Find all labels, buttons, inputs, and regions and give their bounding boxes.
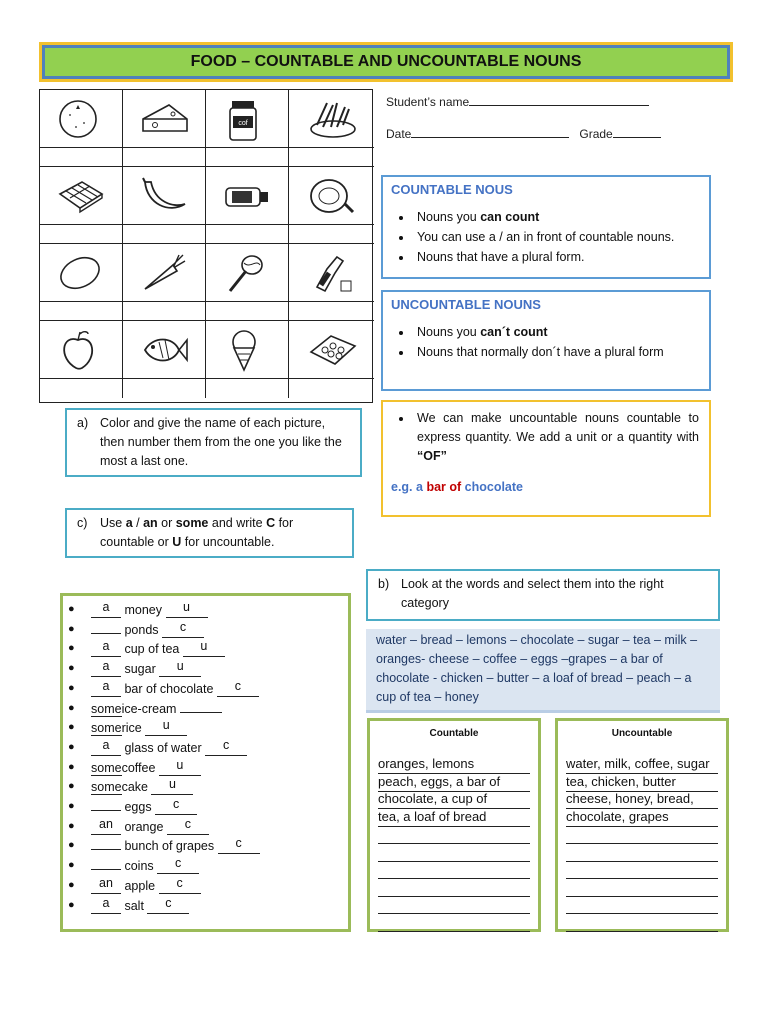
picture-name-blank[interactable] xyxy=(206,302,289,321)
picture-cell xyxy=(123,321,206,379)
category-blank-line[interactable] xyxy=(566,896,718,914)
category-blank-line[interactable] xyxy=(378,826,530,844)
picture-cell xyxy=(123,244,206,302)
ham-icon xyxy=(307,174,357,218)
article-answer[interactable]: a xyxy=(91,682,121,697)
exercise-row xyxy=(68,757,201,779)
noun-label: salt xyxy=(124,898,144,913)
picture-cell xyxy=(289,321,374,379)
uncountable-bullet-2: • Nouns that normally don´t have a plural form xyxy=(413,342,701,362)
uncountable-column xyxy=(555,718,729,932)
countable-info-box xyxy=(381,175,711,279)
bullet-icon: ● xyxy=(68,760,75,773)
banana-icon xyxy=(139,174,189,218)
article-answer[interactable]: an xyxy=(91,879,121,894)
bullet-icon: ● xyxy=(68,622,75,635)
noun-label: cake xyxy=(121,780,148,795)
ice-cream-icon xyxy=(222,328,272,372)
date-grade-line[interactable]: Date Grade xyxy=(386,125,686,141)
countable-mark-answer[interactable]: c xyxy=(147,899,189,914)
picture-name-blank[interactable] xyxy=(206,225,289,244)
category-blank-line[interactable] xyxy=(566,826,718,844)
uncountable-column-heading: Uncountable xyxy=(611,728,673,739)
article-answer[interactable]: a xyxy=(91,662,121,677)
countable-mark-answer[interactable]: c xyxy=(155,800,197,815)
cheese-icon xyxy=(139,97,189,141)
exercise-row xyxy=(68,600,208,621)
bullet-icon: ● xyxy=(68,898,75,911)
milk-bottle-icon xyxy=(222,174,272,218)
carrot-icon xyxy=(139,251,189,295)
countable-bullet-2: • You can use a / an in front of countable nouns. xyxy=(413,227,701,247)
category-blank-line[interactable] xyxy=(566,914,718,932)
instruction-a-text: Color and give the name of each picture, then number them from the one you like the most a last one. xyxy=(100,416,342,468)
soda-bottle-icon xyxy=(307,251,357,295)
article-answer[interactable]: some xyxy=(91,760,122,775)
category-answer-line[interactable]: chocolate, grapes xyxy=(566,809,718,827)
picture-cell xyxy=(40,321,123,379)
category-blank-line[interactable] xyxy=(378,914,530,932)
article-answer[interactable]: a xyxy=(91,899,121,914)
article-answer[interactable] xyxy=(91,869,121,870)
countable-mark-answer[interactable]: c xyxy=(159,879,201,894)
bullet-icon: ● xyxy=(68,721,75,734)
countable-mark-answer[interactable]: u xyxy=(166,603,208,618)
noun-label: ice-cream xyxy=(121,701,177,716)
noun-label: eggs xyxy=(124,800,152,814)
bullet-icon: ● xyxy=(68,800,75,812)
exercise-row xyxy=(68,777,193,798)
category-answer-line[interactable]: water, milk, coffee, sugar xyxy=(566,756,718,774)
article-answer[interactable]: a xyxy=(91,603,121,618)
coffee-jar-icon xyxy=(222,97,272,141)
exercise-row xyxy=(68,816,209,838)
noun-label: rice xyxy=(121,721,142,736)
picture-name-blank[interactable] xyxy=(289,225,374,244)
exercise-row xyxy=(68,875,201,897)
orange-icon xyxy=(56,97,106,141)
bullet-icon: ● xyxy=(68,780,75,793)
bullet-icon: ● xyxy=(68,681,75,694)
picture-name-blank[interactable] xyxy=(40,148,123,167)
picture-name-blank[interactable] xyxy=(123,379,206,398)
picture-cell xyxy=(123,167,206,225)
picture-name-blank[interactable] xyxy=(206,379,289,398)
bullet-icon: ● xyxy=(68,819,75,832)
category-blank-line[interactable] xyxy=(378,844,530,862)
instruction-a-box: a) Color and give the name of each picture, then number them from the one you like the most a last one. xyxy=(65,408,362,477)
picture-name-blank[interactable] xyxy=(289,148,374,167)
article-exercise-list xyxy=(60,593,351,932)
fish-icon xyxy=(139,328,189,372)
instruction-b-text: Look at the words and select them into the right category xyxy=(401,577,664,610)
exercise-row xyxy=(68,659,201,680)
noun-label: apple xyxy=(124,878,156,893)
article-answer[interactable]: an xyxy=(91,820,121,835)
picture-cell xyxy=(40,167,123,225)
of-bullet: • We can make uncountable nouns countable to express quantity. We add a unit or a quantity with “OF” xyxy=(413,409,699,466)
picture-cell xyxy=(123,90,206,148)
countable-mark-answer[interactable]: u xyxy=(151,780,193,795)
countable-column xyxy=(367,718,541,932)
exercise-row xyxy=(68,737,247,759)
picture-cell xyxy=(206,321,289,379)
bullet-icon: ● xyxy=(68,839,75,852)
word-bank: water – bread – lemons – chocolate – sugar – tea – milk – oranges- cheese – coffee – eggs –grapes – a bar of chocolate - chicken – butter – a loaf of bread – peach – a cup of tea – honey xyxy=(366,629,720,713)
countable-mark-answer[interactable]: u xyxy=(145,721,187,736)
noun-label: sugar xyxy=(124,662,156,677)
countable-heading: COUNTABLE NOUS xyxy=(391,182,513,197)
countable-column-heading: Countable xyxy=(429,728,479,739)
countable-bullet-3: • Nouns that have a plural form. xyxy=(413,247,701,267)
category-answer-line[interactable]: tea, chicken, butter xyxy=(566,774,718,792)
noun-label: orange xyxy=(124,819,164,834)
noun-label: coins xyxy=(124,859,154,874)
category-answer-line[interactable]: chocolate, a cup of xyxy=(378,791,530,809)
exercise-row xyxy=(68,678,259,700)
countable-mark-answer[interactable] xyxy=(180,712,222,713)
noun-label: bunch of grapes xyxy=(124,839,215,854)
student-name-line[interactable]: Student’s name xyxy=(386,93,676,109)
category-blank-line[interactable] xyxy=(378,896,530,914)
picture-name-blank[interactable] xyxy=(289,379,374,398)
uncountable-heading: UNCOUNTABLE NOUNS xyxy=(391,297,541,312)
article-answer[interactable] xyxy=(91,810,121,811)
noun-label: money xyxy=(124,603,163,617)
of-quantity-box xyxy=(381,400,711,517)
lemon-icon xyxy=(56,251,106,295)
picture-cell xyxy=(289,90,374,148)
page-title: FOOD – COUNTABLE AND UNCOUNTABLE NOUNS xyxy=(45,48,727,76)
noun-label: cup of tea xyxy=(124,642,180,657)
countable-mark-answer[interactable]: u xyxy=(183,642,225,657)
countable-mark-answer[interactable]: c xyxy=(167,820,209,835)
category-blank-line[interactable] xyxy=(566,879,718,897)
exercise-row xyxy=(68,639,225,660)
exercise-row xyxy=(68,718,187,739)
instruction-b-box: b) Look at the words and select them into the right category xyxy=(366,569,720,621)
bullet-icon: ● xyxy=(68,642,75,655)
article-answer[interactable]: some xyxy=(91,780,122,795)
bullet-icon: ● xyxy=(68,878,75,891)
exercise-row xyxy=(68,701,222,720)
article-answer[interactable] xyxy=(91,633,121,634)
countable-mark-answer[interactable]: u xyxy=(159,662,201,677)
countable-mark-answer[interactable]: c xyxy=(218,839,260,854)
picture-name-blank[interactable] xyxy=(123,225,206,244)
date-blank[interactable] xyxy=(411,125,569,138)
article-answer[interactable] xyxy=(91,849,121,850)
uncountable-info-box xyxy=(381,290,711,391)
bullet-icon: ● xyxy=(68,662,75,675)
category-answer-line[interactable]: peach, eggs, a bar of xyxy=(378,774,530,792)
bullet-icon: ● xyxy=(68,859,75,872)
svg-text:cof: cof xyxy=(238,119,248,127)
category-blank-line[interactable] xyxy=(378,861,530,879)
example-line: e.g. a bar of chocolate xyxy=(391,480,523,494)
picture-name-blank[interactable] xyxy=(123,302,206,321)
picture-name-blank[interactable] xyxy=(40,225,123,244)
picture-cell xyxy=(289,167,374,225)
exercise-row xyxy=(68,895,189,917)
bullet-icon: ● xyxy=(68,740,75,753)
picture-cell xyxy=(40,244,123,302)
picture-cell xyxy=(206,90,289,148)
article-answer[interactable]: some xyxy=(91,701,122,716)
countable-bullet-1: • Nouns you can count xyxy=(413,207,701,227)
exercise-row xyxy=(68,619,204,641)
picture-name-blank[interactable] xyxy=(123,148,206,167)
spaghetti-fork-icon xyxy=(222,251,272,295)
picture-name-blank[interactable] xyxy=(206,148,289,167)
category-answer-line[interactable]: oranges, lemons xyxy=(378,756,530,774)
exercise-row xyxy=(68,856,199,877)
chocolate-bar-icon xyxy=(56,174,106,218)
category-blank-line[interactable] xyxy=(566,861,718,879)
noun-label: bar of chocolate xyxy=(124,681,214,696)
countable-mark-answer[interactable]: c xyxy=(217,682,259,697)
picture-cell xyxy=(289,244,374,302)
picture-cell xyxy=(40,90,123,148)
fries-icon xyxy=(307,97,357,141)
picture-cell xyxy=(206,167,289,225)
egg-tray-icon xyxy=(307,328,357,372)
noun-label: ponds xyxy=(124,622,159,637)
picture-name-blank[interactable] xyxy=(289,302,374,321)
picture-grid xyxy=(39,89,373,403)
noun-label: glass of water xyxy=(124,740,202,755)
apple-icon xyxy=(56,328,106,372)
article-answer[interactable]: some xyxy=(91,721,122,736)
picture-name-blank[interactable] xyxy=(40,302,123,321)
noun-label: coffee xyxy=(121,760,156,775)
countable-mark-answer[interactable]: c xyxy=(157,859,199,874)
grade-blank[interactable] xyxy=(613,125,661,138)
countable-mark-answer[interactable]: c xyxy=(205,741,247,756)
instruction-c-text: Use a / an or some and write C for countable or U for uncountable. xyxy=(100,516,294,549)
bullet-icon: ● xyxy=(68,603,75,615)
category-answer-line[interactable]: tea, a loaf of bread xyxy=(378,809,530,827)
category-blank-line[interactable] xyxy=(378,879,530,897)
uncountable-bullet-1: • Nouns you can´t count xyxy=(413,322,701,342)
exercise-row xyxy=(68,836,260,857)
countable-mark-answer[interactable]: u xyxy=(159,761,201,776)
name-blank[interactable] xyxy=(469,93,649,106)
article-answer[interactable]: a xyxy=(91,741,121,756)
countable-mark-answer[interactable]: c xyxy=(162,623,204,638)
bullet-icon: ● xyxy=(68,701,75,714)
picture-name-blank[interactable] xyxy=(40,379,123,398)
instruction-c-box: c) Use a / an or some and write C for countable or U for uncountable. xyxy=(65,508,354,558)
category-blank-line[interactable] xyxy=(566,844,718,862)
category-answer-line[interactable]: cheese, honey, bread, xyxy=(566,791,718,809)
picture-cell xyxy=(206,244,289,302)
article-answer[interactable]: a xyxy=(91,642,121,657)
exercise-row xyxy=(68,797,197,818)
title-banner xyxy=(39,42,733,82)
